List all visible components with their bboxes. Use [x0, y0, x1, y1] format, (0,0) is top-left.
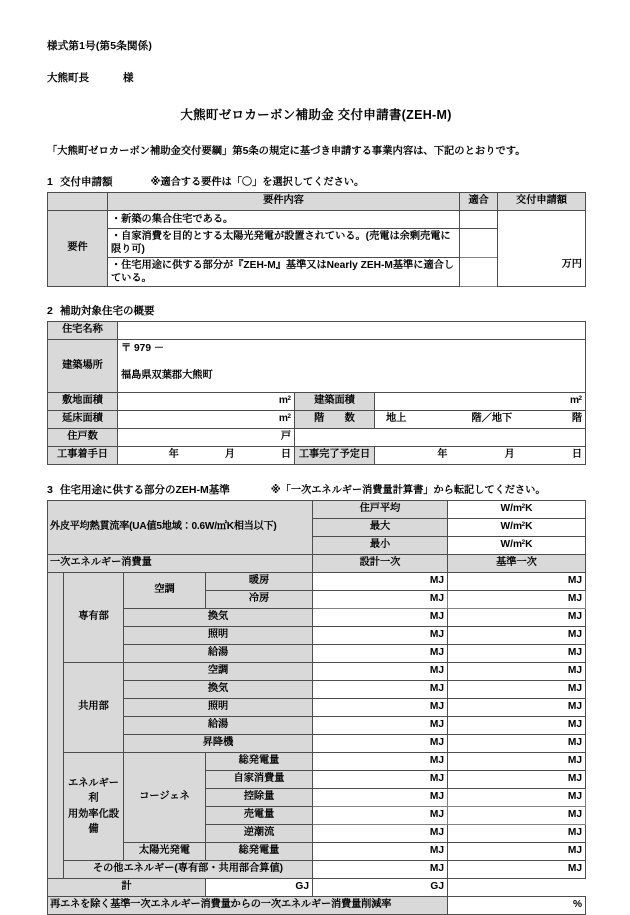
envelope-unit-suffix-avg: K — [525, 503, 533, 515]
table-row — [48, 717, 586, 735]
unit-mj: MJ — [429, 773, 444, 785]
unit-mj: MJ — [429, 845, 444, 857]
col-conformity: 適合 — [460, 193, 498, 211]
item-label-kanki-senyu: 換気 — [124, 609, 313, 627]
envelope-row-label-max: 最大 — [313, 519, 448, 537]
table-row — [48, 429, 586, 447]
requirement-text-3: ・住宅用途に供する部分が『ZEH-M』基準又はNearly ZEH-M基準に適合している。 — [108, 258, 460, 287]
item-label-cogene-self-consumption: 自家消費量 — [206, 771, 313, 789]
requirement-row-label: 要件 — [48, 211, 108, 287]
design-value-solar-total-gen[interactable] — [313, 843, 448, 861]
units-blank-cell — [295, 429, 586, 447]
col-blank — [48, 193, 108, 211]
unit-mj: MJ — [429, 629, 444, 641]
housing-overview-table — [47, 321, 586, 465]
reduction-rate-label: 再エネを除く基準一次エネルギー消費量からの一次エネルギー消費量削減率 — [48, 897, 448, 915]
item-label-cogene-total-gen: 総発電量 — [206, 753, 313, 771]
table-row — [48, 501, 586, 519]
housing-name-input[interactable] — [118, 322, 586, 340]
design-value-kyuutou-kyouyou[interactable] — [313, 717, 448, 735]
design-value-cogene-deduction[interactable] — [313, 789, 448, 807]
standard-value-kanki-kyouyou[interactable] — [448, 681, 586, 699]
start-date-day: 日 — [280, 449, 291, 461]
subgroup-label-kuchou-senyu: 空調 — [124, 573, 206, 609]
unit-mj: MJ — [429, 755, 444, 767]
item-label-shoukouki: 昇降機 — [124, 735, 313, 753]
item-label-danbou: 暖房 — [206, 573, 313, 591]
table-row — [48, 699, 586, 717]
conformity-input-1[interactable] — [460, 211, 498, 229]
grant-amount-unit: 万円 — [561, 259, 582, 271]
addressee-line — [47, 70, 585, 85]
design-value-cogene-reverse-flow[interactable] — [313, 825, 448, 843]
unit-mj: MJ — [567, 737, 582, 749]
section-3-title: 住宅用途に供する部分のZEH-M基準 — [60, 484, 230, 497]
postal-code: 〒 979 － — [121, 343, 165, 355]
table-row — [48, 897, 586, 915]
envelope-value-min[interactable] — [448, 537, 586, 555]
table-row — [48, 411, 586, 429]
floors-input[interactable] — [375, 411, 586, 429]
design-value-shoumei-senyu[interactable] — [313, 627, 448, 645]
units-unit: 戸 — [280, 431, 291, 443]
start-date-month: 月 — [224, 449, 235, 461]
unit-mj: MJ — [567, 683, 582, 695]
table-row — [48, 879, 586, 897]
grant-amount-input[interactable] — [498, 211, 586, 287]
table-row — [48, 211, 586, 229]
document-title: 大熊町ゼロカーボン補助金 交付申請書(ZEH-M) — [180, 108, 452, 122]
unit-mj: MJ — [567, 827, 582, 839]
section-1-number: 1 — [47, 176, 53, 188]
subgroup-label-solar: 太陽光発電 — [124, 843, 206, 861]
square-superscript: 2 — [287, 412, 291, 420]
unit-mj: MJ — [567, 647, 582, 659]
unit-mj: MJ — [429, 863, 444, 875]
envelope-unit-avg: W/m — [500, 503, 523, 515]
item-label-cogene-reverse-flow: 逆潮流 — [206, 825, 313, 843]
unit-mj: MJ — [567, 719, 582, 731]
section-2-title: 補助対象住宅の概要 — [60, 305, 155, 318]
envelope-unit-min: W/m — [500, 539, 523, 551]
addressee-honorific: 様 — [123, 72, 134, 84]
col-design-primary: 設計一次 — [313, 555, 448, 573]
table-row — [48, 555, 586, 573]
table-row — [48, 861, 586, 879]
standard-value-cogene-reverse-flow[interactable] — [448, 825, 586, 843]
standard-value-solar-total-gen[interactable] — [448, 843, 586, 861]
table-row — [48, 340, 586, 393]
start-date-input[interactable] — [118, 447, 295, 465]
col-standard-primary: 基準一次 — [448, 555, 586, 573]
table-row — [48, 843, 586, 861]
item-label-kanki-kyouyou: 換気 — [124, 681, 313, 699]
design-value-kanki-senyu[interactable] — [313, 609, 448, 627]
section-1-title: 交付申請額 — [60, 176, 113, 188]
requirement-text-1: ・新築の集合住宅である。 — [108, 211, 460, 229]
building-area-input[interactable] — [375, 393, 586, 411]
envelope-value-max[interactable] — [448, 519, 586, 537]
total-floor-area-label: 延床面積 — [48, 411, 118, 429]
unit-mj: MJ — [429, 737, 444, 749]
group-label-line2: 用効率化設備 — [68, 808, 119, 835]
zehm-standard-table — [47, 500, 586, 915]
completion-date-input[interactable] — [375, 447, 586, 465]
square-superscript: 2 — [521, 520, 526, 528]
housing-name-label: 住宅名称 — [48, 322, 118, 340]
standard-value-shoumei-kyouyou[interactable] — [448, 699, 586, 717]
design-value-cogene-sold-power[interactable] — [313, 807, 448, 825]
standard-value-danbou[interactable] — [448, 573, 586, 591]
unit-mj: MJ — [567, 809, 582, 821]
section-2-heading — [47, 303, 585, 318]
section-3-number: 3 — [47, 484, 53, 497]
col-requirement-content: 要件内容 — [108, 193, 460, 211]
design-value-other-energy[interactable] — [313, 861, 448, 879]
item-label-cogene-deduction: 控除量 — [206, 789, 313, 807]
section-1-note: ※適合する要件は「〇」を選択してください。 — [150, 177, 365, 188]
unit-mj: MJ — [567, 629, 582, 641]
primary-energy-title: 一次エネルギー消費量 — [48, 555, 313, 573]
site-area-label: 敷地面積 — [48, 393, 118, 411]
item-label-solar-total-gen: 総発電量 — [206, 843, 313, 861]
section-3-note: ※「一次エネルギー消費量計算書」から転記してください。 — [270, 485, 546, 497]
unit-percent: % — [572, 899, 582, 911]
table-row — [48, 609, 586, 627]
unit-gj: GJ — [430, 881, 444, 893]
design-value-cogene-total-gen[interactable] — [313, 753, 448, 771]
address-text: 福島県双葉郡大熊町 — [121, 369, 213, 381]
item-label-reibou: 冷房 — [206, 591, 313, 609]
item-label-cogene-sold-power: 売電量 — [206, 807, 313, 825]
square-superscript: 2 — [521, 502, 526, 510]
item-label-shoumei-kyouyou: 照明 — [124, 699, 313, 717]
unit-mj: MJ — [429, 791, 444, 803]
completion-date-month: 月 — [504, 449, 515, 461]
completion-date-label: 工事完了予定日 — [295, 447, 375, 465]
requirement-text-2: ・自家消費を目的とする太陽光発電が設置されている。(売電は余剰売電に限り可) — [108, 229, 460, 258]
total-floor-area-input[interactable] — [118, 411, 295, 429]
units-label: 住戸数 — [48, 429, 118, 447]
envelope-unit-max: W/m — [500, 521, 523, 533]
building-area-label: 建築面積 — [295, 393, 375, 411]
table-row — [48, 735, 586, 753]
addressee-name: 大熊町長 — [47, 72, 89, 84]
group-label-line1: エネルギー利 — [68, 778, 119, 805]
unit-mj: MJ — [567, 773, 582, 785]
design-value-shoukouki[interactable] — [313, 735, 448, 753]
standard-value-kanki-senyu[interactable] — [448, 609, 586, 627]
col-grant-amount: 交付申請額 — [498, 193, 586, 211]
standard-value-reibou[interactable] — [448, 591, 586, 609]
item-label-kyuutou-kyouyou: 給湯 — [124, 717, 313, 735]
table-row — [48, 322, 586, 340]
floors-above-label: 地上 — [386, 413, 407, 425]
units-input[interactable] — [118, 429, 295, 447]
building-area-unit: m — [569, 395, 579, 407]
table-row — [48, 753, 586, 771]
design-value-reibou[interactable] — [313, 591, 448, 609]
section-3-heading — [47, 481, 585, 497]
square-superscript: 2 — [521, 538, 526, 546]
completion-date-year: 年 — [437, 449, 448, 461]
unit-mj: MJ — [429, 665, 444, 677]
reduction-rate-input[interactable] — [448, 897, 586, 915]
envelope-row-label-avg: 住戸平均 — [313, 501, 448, 519]
conformity-input-2[interactable] — [460, 229, 498, 258]
table-header-row — [48, 193, 586, 211]
square-superscript: 2 — [287, 394, 291, 402]
unit-mj: MJ — [429, 719, 444, 731]
standard-value-shoukouki[interactable] — [448, 735, 586, 753]
lead-paragraph: 「大熊町ゼロカーボン補助金交付要綱」第5条の規定に基づき申請する事業内容は、下記のとおりです。 — [47, 146, 526, 157]
envelope-performance-label: 外皮平均熱貫流率(UA値5地域：0.6W/㎡K相当以下) — [48, 501, 313, 555]
standard-value-total[interactable] — [313, 879, 448, 897]
section-2-number: 2 — [47, 305, 53, 318]
standard-value-cogene-total-gen[interactable] — [448, 753, 586, 771]
envelope-row-label-min: 最小 — [313, 537, 448, 555]
design-value-kyuutou-senyu[interactable] — [313, 645, 448, 663]
unit-mj: MJ — [429, 683, 444, 695]
square-superscript: 2 — [578, 394, 583, 402]
subgroup-label-cogene: コージェネ — [124, 753, 206, 843]
item-label-kuchou-kyouyou: 空調 — [124, 663, 313, 681]
group-label-kyouyoubu: 共用部 — [64, 663, 124, 753]
table-row — [48, 663, 586, 681]
site-area-unit: m — [278, 395, 288, 407]
form-number: 様式第1号(第5条関係) — [47, 40, 153, 52]
table-row — [48, 447, 586, 465]
unit-mj: MJ — [567, 575, 582, 587]
unit-mj: MJ — [567, 755, 582, 767]
unit-mj: MJ — [429, 701, 444, 713]
conformity-input-3[interactable] — [460, 258, 498, 287]
unit-mj: MJ — [567, 791, 582, 803]
unit-mj: MJ — [429, 593, 444, 605]
table-row — [48, 573, 586, 591]
start-date-label: 工事着手日 — [48, 447, 118, 465]
unit-mj: MJ — [567, 863, 582, 875]
standard-value-shoumei-senyu[interactable] — [448, 627, 586, 645]
envelope-unit-suffix-max: K — [525, 521, 533, 533]
item-label-shoumei-senyu: 照明 — [124, 627, 313, 645]
completion-date-day: 日 — [571, 449, 583, 461]
group-label-energy-efficiency — [64, 753, 124, 861]
design-value-total[interactable] — [206, 879, 313, 897]
unit-mj: MJ — [567, 845, 582, 857]
unit-mj: MJ — [429, 809, 444, 821]
design-value-kanki-kyouyou[interactable] — [313, 681, 448, 699]
unit-mj: MJ — [567, 701, 582, 713]
energy-left-spacer — [48, 573, 64, 879]
floors-unit-label: 階 — [571, 413, 582, 425]
table-row — [48, 627, 586, 645]
floors-middle-label: 階／地下 — [471, 413, 513, 425]
design-value-kuchou-kyouyou[interactable] — [313, 663, 448, 681]
floors-label: 階 数 — [295, 411, 375, 429]
table-row — [48, 645, 586, 663]
unit-mj: MJ — [567, 665, 582, 677]
site-area-input[interactable] — [118, 393, 295, 411]
start-date-year: 年 — [168, 449, 179, 461]
unit-mj: MJ — [567, 593, 582, 605]
item-label-kyuutou-senyu: 給湯 — [124, 645, 313, 663]
unit-mj: MJ — [429, 611, 444, 623]
section-1-heading — [47, 173, 585, 189]
build-location-label: 建築場所 — [48, 340, 118, 393]
envelope-unit-suffix-min: K — [525, 539, 533, 551]
envelope-value-avg[interactable] — [448, 501, 586, 519]
standard-value-cogene-sold-power[interactable] — [448, 807, 586, 825]
standard-value-kuchou-kyouyou[interactable] — [448, 663, 586, 681]
unit-mj: MJ — [567, 611, 582, 623]
standard-value-kyuutou-kyouyou[interactable] — [448, 717, 586, 735]
standard-value-kyuutou-senyu[interactable] — [448, 645, 586, 663]
standard-value-cogene-self-consumption[interactable] — [448, 771, 586, 789]
table-row — [48, 681, 586, 699]
unit-mj: MJ — [429, 827, 444, 839]
total-floor-area-unit: m — [278, 413, 288, 425]
unit-mj: MJ — [429, 575, 444, 587]
group-label-senyubu: 専有部 — [64, 573, 124, 663]
total-label: 計 — [48, 879, 206, 897]
table-row — [48, 393, 586, 411]
design-value-shoumei-kyouyou[interactable] — [313, 699, 448, 717]
grant-amount-table — [47, 192, 586, 287]
other-energy-label: その他エネルギー(専有部・共用部合算値) — [64, 861, 313, 879]
unit-gj: GJ — [295, 881, 309, 893]
unit-mj: MJ — [429, 647, 444, 659]
standard-value-cogene-deduction[interactable] — [448, 789, 586, 807]
standard-value-other-energy[interactable] — [448, 861, 586, 879]
design-value-danbou[interactable] — [313, 573, 448, 591]
build-location-input[interactable] — [118, 340, 586, 393]
design-value-cogene-self-consumption[interactable] — [313, 771, 448, 789]
